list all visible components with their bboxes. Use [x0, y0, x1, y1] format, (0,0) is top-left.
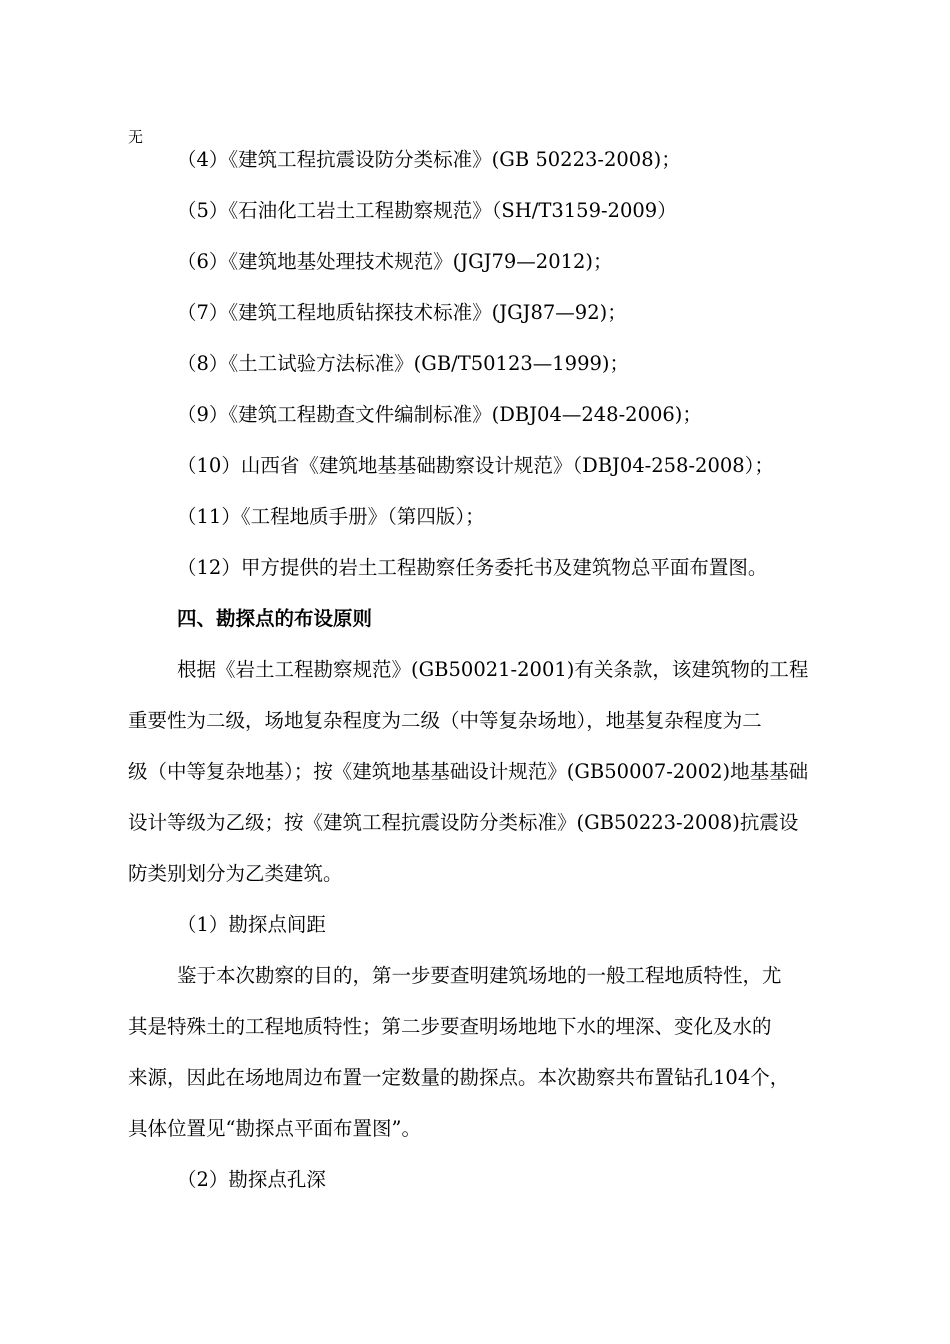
paragraph-line: 设计等级为乙级；按《建筑工程抗震设防分类标准》(GB50223-2008)抗震设 [128, 811, 799, 834]
paragraph-line: 具体位置见“勘探点平面布置图”。 [128, 1117, 421, 1140]
reference-item: （11）《工程地质手册》（第四版）； [177, 505, 485, 528]
subsection-title: （1）勘探点间距 [177, 913, 326, 936]
reference-item: （8）《土工试验方法标准》(GB/T50123—1999)； [177, 352, 630, 375]
paragraph-line: 根据《岩土工程勘察规范》(GB50021-2001)有关条款，该建筑物的工程 [177, 658, 809, 681]
paragraph-line: 来源，因此在场地周边布置一定数量的勘探点。本次勘察共布置钻孔104个， [128, 1066, 790, 1089]
reference-item: （10）山西省《建筑地基基础勘察设计规范》（DBJ04-258-2008）； [177, 454, 774, 477]
reference-item: （12）甲方提供的岩土工程勘察任务委托书及建筑物总平面布置图。 [177, 556, 768, 579]
reference-item: （4）《建筑工程抗震设防分类标准》(GB 50223-2008)； [177, 148, 681, 171]
section-heading: 四、勘探点的布设原则 [177, 607, 373, 630]
subsection-title: （2）勘探点孔深 [177, 1168, 326, 1191]
paragraph-line: 其是特殊土的工程地质特性；第二步要查明场地地下水的埋深、变化及水的 [128, 1015, 772, 1038]
reference-item: （5）《石油化工岩土工程勘察规范》（SH/T3159-2009） [177, 199, 677, 222]
paragraph-line: 重要性为二级，场地复杂程度为二级（中等复杂场地），地基复杂程度为二 [128, 709, 762, 732]
reference-item: （6）《建筑地基处理技术规范》(JGJ79—2012)； [177, 250, 613, 273]
paragraph-line: 鉴于本次勘察的目的，第一步要查明建筑场地的一般工程地质特性，尤 [177, 964, 782, 987]
corner-mark: 无 [128, 128, 144, 146]
reference-item: （7）《建筑工程地质钻探技术标准》(JGJ87—92)； [177, 301, 627, 324]
paragraph-line: 级（中等复杂地基）；按《建筑地基基础设计规范》(GB50007-2002)地基基础 [128, 760, 809, 783]
paragraph-line: 防类别划分为乙类建筑。 [128, 862, 343, 885]
reference-item: （9）《建筑工程勘查文件编制标准》(DBJ04—248-2006)； [177, 403, 702, 426]
